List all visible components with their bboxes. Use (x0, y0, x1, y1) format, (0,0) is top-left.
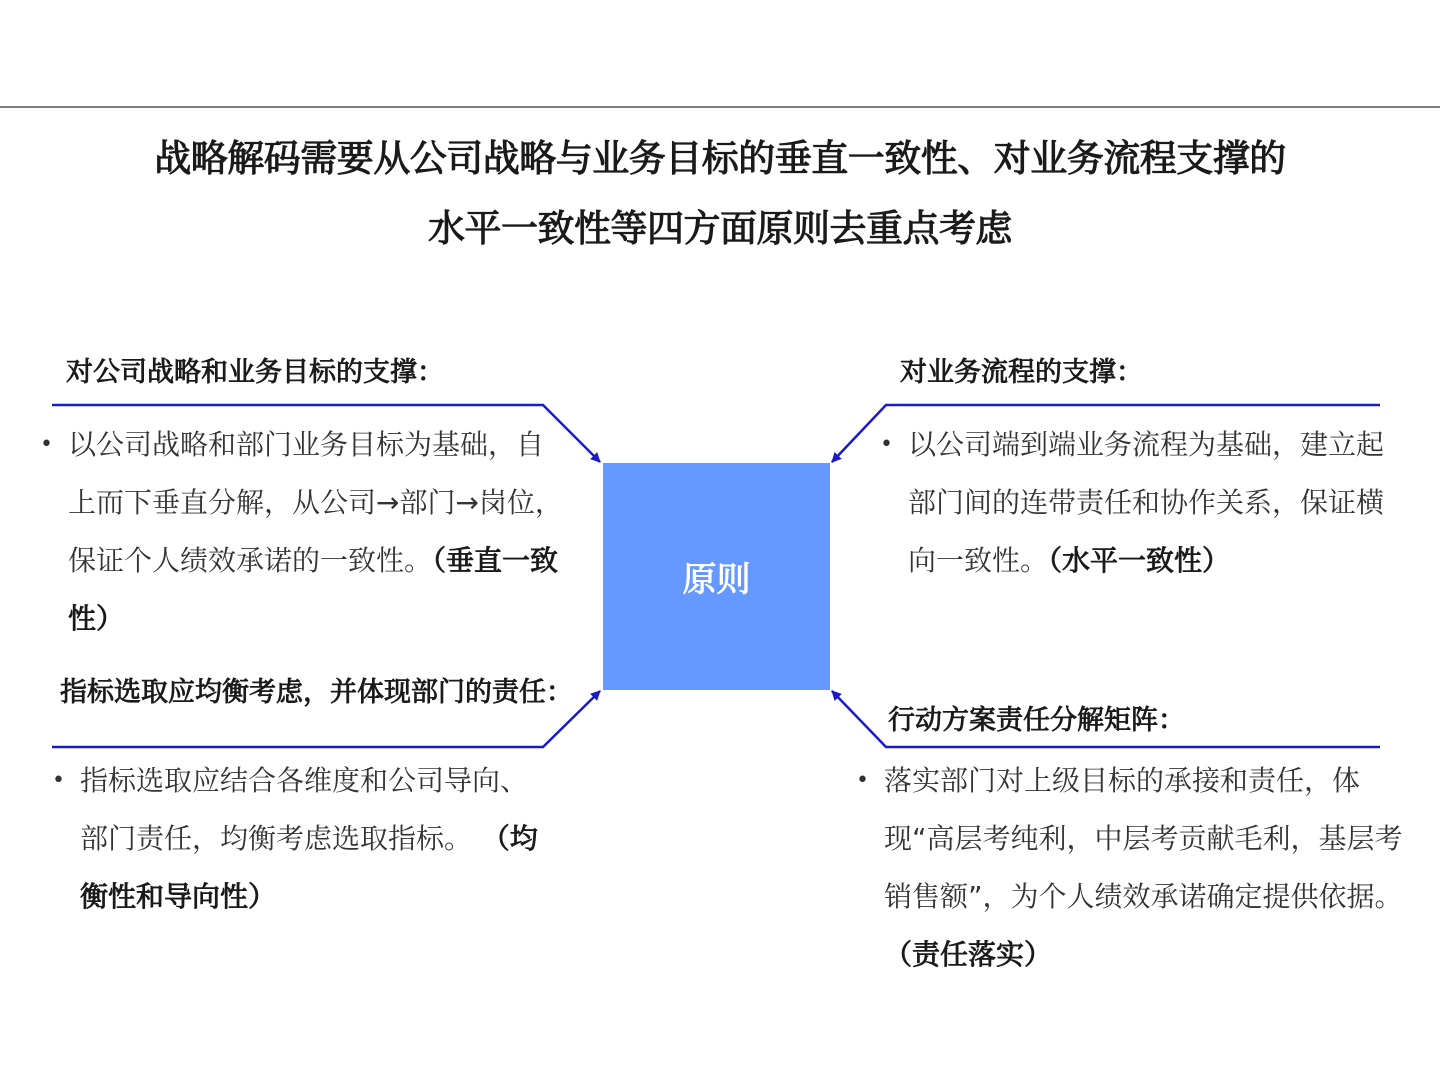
bullet-strategy-support (44, 416, 568, 648)
principle-label: 原则 (682, 560, 751, 600)
bullet-action-matrix (860, 752, 1414, 984)
heading-process-support: 对业务流程的支撑： (900, 357, 1143, 388)
bullet-strategy-text: 以公司战略和部门业务目标为基础，自上而下垂直分解，从公司→部门→岗位，保证个人绩效承诺的一致性。 (68, 428, 563, 577)
page-title-line-1: 战略解码需要从公司战略与业务目标的垂直一致性、对业务流程支撑的 (154, 137, 1286, 180)
bullet-process-emph: （水平一致性） (1048, 544, 1231, 577)
bullet-indicator-text: 指标选取应结合各维度和公司导向、部门责任，均衡考虑选取指标。 (80, 764, 529, 855)
bullet-action-emph: （责任落实） (884, 938, 1053, 971)
bullet-process-text: 以公司端到端业务流程为基础，建立起部门间的连带责任和协作关系，保证横向一致性。 (908, 428, 1385, 577)
heading-action-matrix: 行动方案责任分解矩阵： (888, 705, 1185, 736)
bullet-strategy-emph: （垂直一致性） (68, 544, 559, 635)
heading-indicator-selection: 指标选取应均衡考虑，并体现部门的责任： (60, 677, 573, 708)
principle-center-box (603, 463, 830, 690)
heading-strategy-support: 对公司战略和业务目标的支撑： (66, 357, 444, 388)
bullet-indicator-selection (56, 752, 540, 926)
bullet-process-support (884, 416, 1408, 590)
bullet-indicator-emph: （均衡性和导向性） (80, 822, 538, 913)
bullet-action-text: 落实部门对上级目标的承接和责任，体现“高层考纯利，中层考贡献毛利，基层考销售额”，为个人绩效承诺确定提供依据。 (884, 764, 1403, 913)
page-title-line-2: 水平一致性等四方面原则去重点考虑 (428, 207, 1012, 250)
